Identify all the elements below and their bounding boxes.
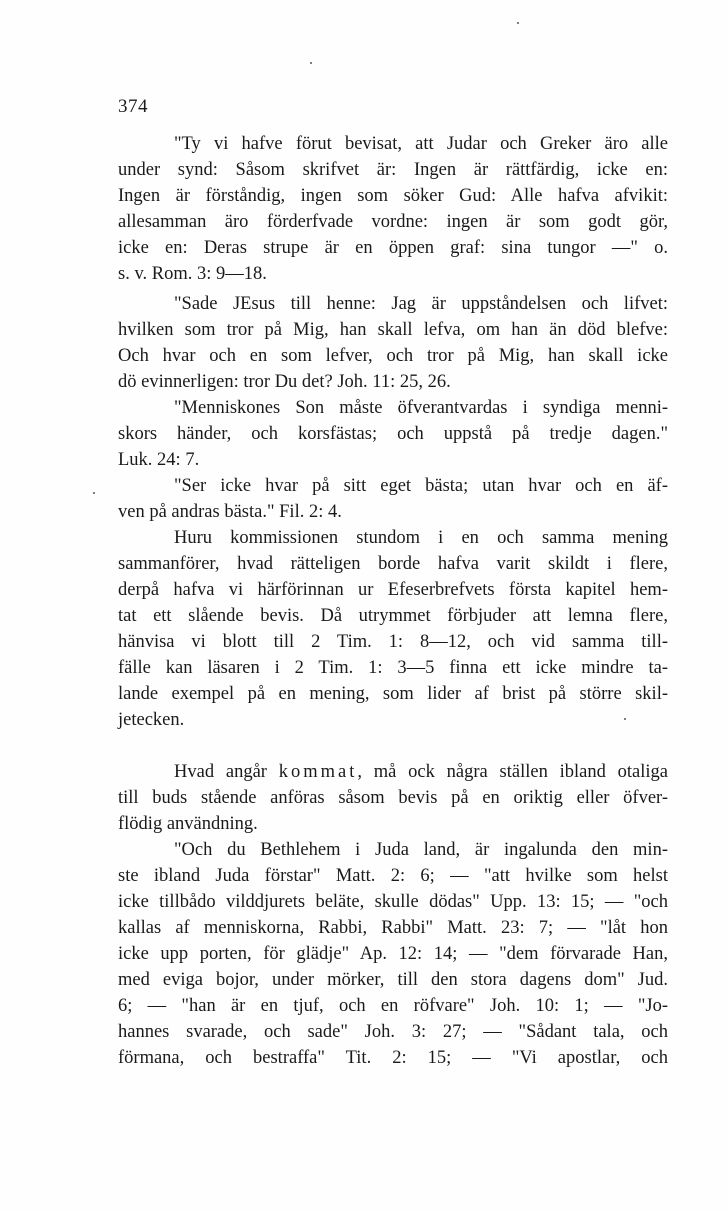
text-line: med eviga bojor, under mörker, till den stora dagens dom" Jud. [118,970,668,990]
text-line: jetecken. [118,710,185,730]
text-line: fälle kan läsaren i 2 Tim. 1: 3—5 finna ett icke mindre ta- [118,658,668,678]
text-line: "Menniskones Son måste öfverantvardas i syndiga menni- [174,398,668,418]
text-line: icke upp porten, för glädje" Ap. 12: 14; — "dem förvarade Han, [118,944,668,964]
text-line: Och hvar och en som lefver, och tror på Mig, han skall icke [118,346,668,366]
text-line: tat ett slående bevis. Då utrymmet förbjuder att lemna flere, [118,606,668,626]
page-number: 374 [118,96,148,117]
text-line: "Sade JEsus till henne: Jag är uppståndelsen och lifvet: [174,294,668,314]
text-line: skors händer, och korsfästas; och uppstå på tredje dagen." [118,424,668,444]
text-line: Ingen är förståndig, ingen som söker Gud: Alle hafva afvikit: [118,186,668,206]
text-line: Hvad angår kommat, må ock några ställen ibland otaliga [174,762,668,782]
text-line: sammanförer, hvad rätteligen borde hafva varit skildt i flere, [118,554,668,574]
text-line: 6; — "han är en tjuf, och en röfvare" Joh. 10: 1; — "Jo- [118,996,668,1016]
paper-speck [310,62,312,64]
paper-speck [93,492,95,494]
text-line: förmana, och bestraffa" Tit. 2: 15; — "Vi apostlar, och [118,1048,668,1068]
text-line: under synd: Såsom skrifvet är: Ingen är rättfärdig, icke en: [118,160,668,180]
text-line: allesamman äro förderfvade vordne: ingen är som godt gör, [118,212,668,232]
text-line: Huru kommissionen stundom i en och samma mening [174,528,668,548]
emphasized-word: kommat [278,762,358,782]
text-line: hannes svarade, och sade" Joh. 3: 27; — "Sådant tala, och [118,1022,668,1042]
text-line: icke en: Deras strupe är en öppen graf: sina tungor —" o. [118,238,668,258]
text-line: till buds stående anföras såsom bevis på en oriktig eller öfver- [118,788,668,808]
text-line: ven på andras bästa." Fil. 2: 4. [118,502,342,522]
text-line: derpå hafva vi härförinnan ur Efeserbrefvets första kapitel hem- [118,580,668,600]
text-line: hvilken som tror på Mig, han skall lefva, om han än död blefve: [118,320,668,340]
paper-speck [517,22,519,24]
text-line: Luk. 24: 7. [118,450,200,470]
text-line: "Ser icke hvar på sitt eget bästa; utan hvar och en äf- [174,476,668,496]
text-line: "Ty vi hafve förut bevisat, att Judar och Greker äro alle [174,134,668,154]
text-line: dö evinnerligen: tror Du det? Joh. 11: 25, 26. [118,372,451,392]
text-line: kallas af menniskorna, Rabbi, Rabbi" Matt. 23: 7; — "låt hon [118,918,668,938]
text-line: hänvisa vi blott till 2 Tim. 1: 8—12, och vid samma till- [118,632,668,652]
text-line: "Och du Bethlehem i Juda land, är ingalunda den min- [174,840,668,860]
text-line: icke tillbådo vilddjurets beläte, skulle dödas" Upp. 13: 15; — "och [118,892,668,912]
text-line: s. v. Rom. 3: 9—18. [118,264,267,284]
text-line: ste ibland Juda förstar" Matt. 2: 6; — "att hvilke som helst [118,866,668,886]
paper-speck [624,718,626,720]
text-line: lande exempel på en mening, som lider af brist på större skil- [118,684,668,704]
text-line: flödig användning. [118,814,258,834]
